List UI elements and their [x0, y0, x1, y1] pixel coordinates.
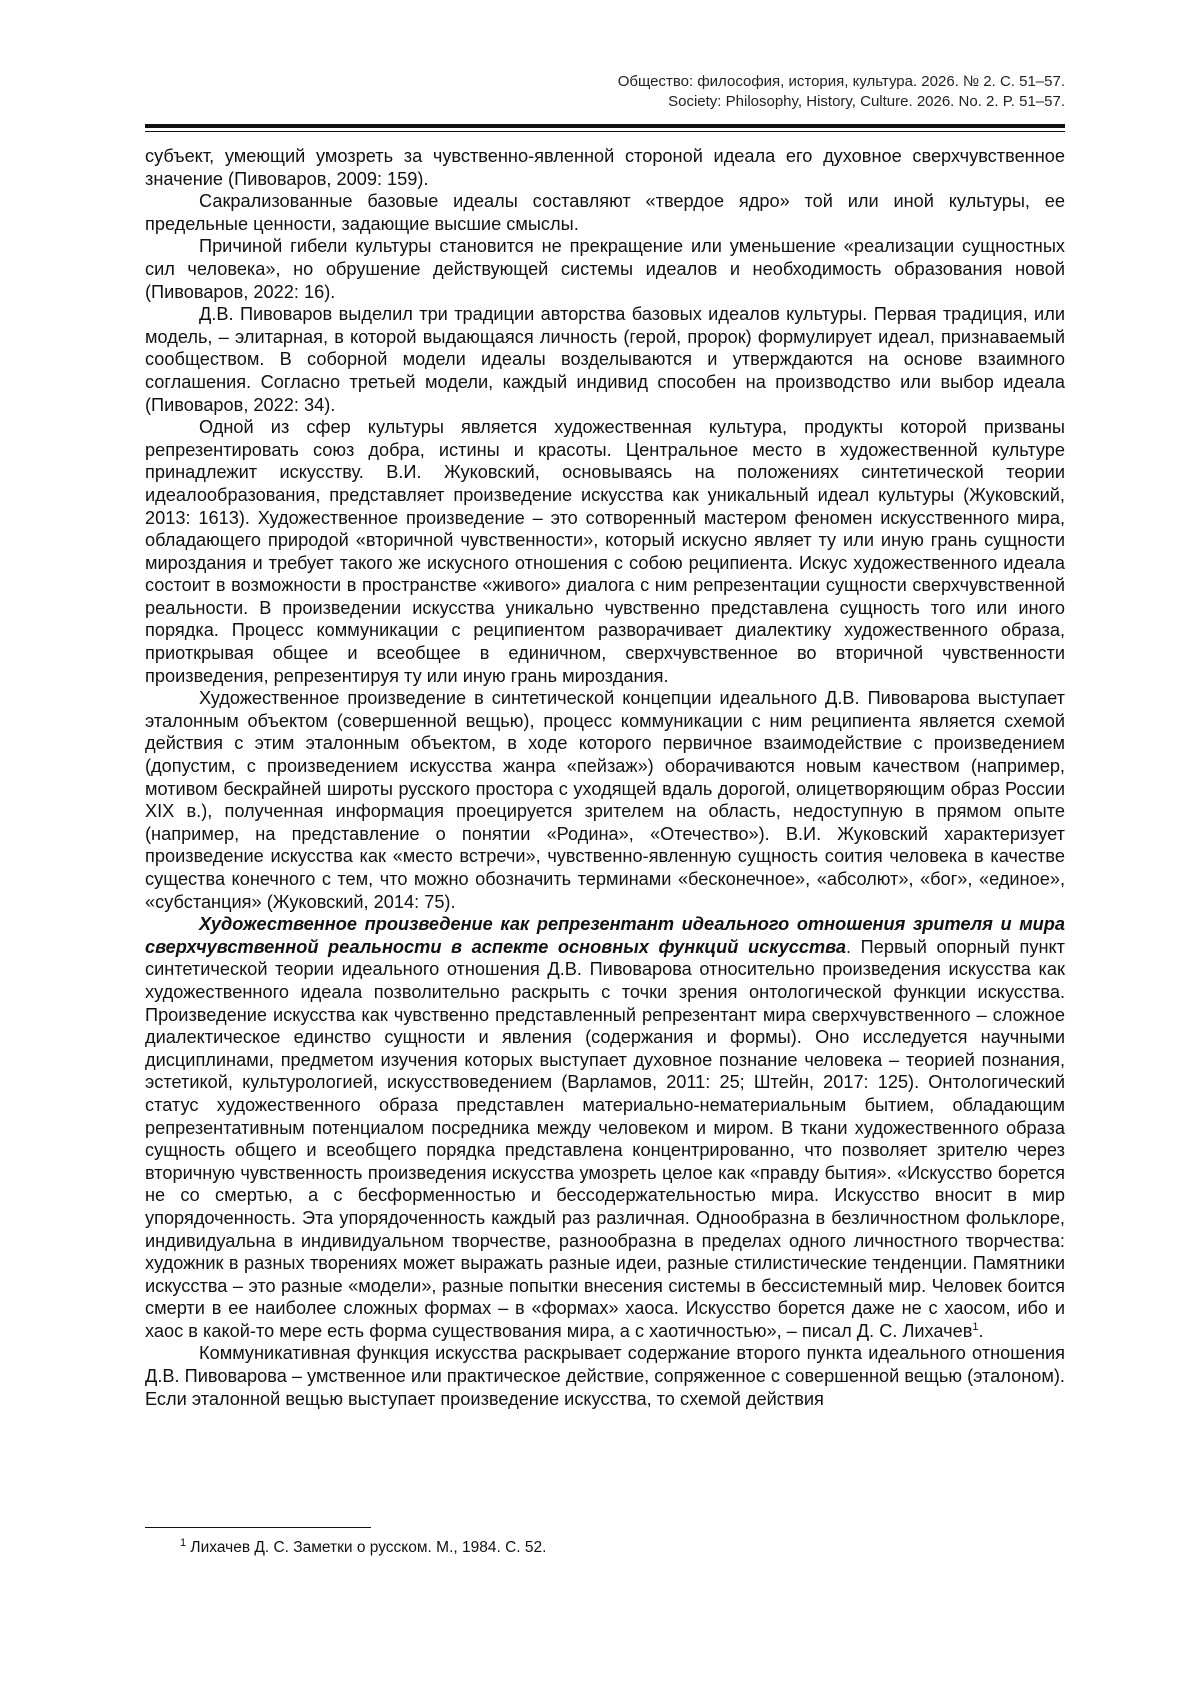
paragraph: Одной из сфер культуры является художественная культура, продукты которой призваны репрезентировать союз добра, истины и красоты. Центральное место в художественной культуре принадлежит искусству. В.И. Жуковский, основываясь на положениях синтетической теории идеалообразования, представляет произведение искусства как уникальный идеал культуры (Жуковский, 2013: 1613). Художественное произведение – это сотворенный мастером феномен искусственного мира, обладающего природой «вторичной чувственности», который искусно являет ту или иную грань сущности мироздания и требует такого же искусного отношения с собою реципиента. Искус художественного идеала состоит в возможности в пространстве «живого» диалога с ним репрезентации сущности сверхчувственной реальности. В произведении искусства уникально чувственно представлена сущность того или иного порядка. Процесс коммуникации с реципиентом разворачивает диалектику художественного образа, приоткрывая общее и всеобщее в единичном, сверхчувственное во вторичной чувственности произведения, репрезентируя ту или иную грань мироздания. [145, 417, 1065, 686]
header-line-en: Society: Philosophy, History, Culture. 2026. No. 2. P. 51–57. [668, 93, 1065, 110]
footnote [180, 1538, 546, 1558]
header-rule-thick [145, 124, 1065, 128]
paragraph: Причиной гибели культуры становится не прекращение или уменьшение «реализации сущностных сил человека», но обрушение действующей системы идеалов и необходимость образования новой (Пивоваров, 2022: 16). [145, 236, 1065, 302]
paragraph: Сакрализованные базовые идеалы составляют «твердое ядро» той или иной культуры, ее предельные ценности, задающие высшие смыслы. [145, 191, 1065, 234]
paragraph: Д.В. Пивоваров выделил три традиции авторства базовых идеалов культуры. Первая традиция, или модель, – элитарная, в которой выдающаяся личность (герой, пророк) формулирует идеал, признаваемый сообществом. В соборной модели идеалы возделываются и утверждаются на основе взаимного соглашения. Согласно третьей модели, каждый индивид способен на производство или выбор идеала (Пивоваров, 2022: 34). [145, 304, 1065, 415]
footnote-reference[interactable]: 1 [972, 1320, 979, 1333]
paragraph-continued: субъект, умеющий умозреть за чувственно-явленной стороной идеала его духовное сверхчувственное значение (Пивоваров, 2009: 159). [145, 146, 1065, 189]
header-rule-thin [145, 131, 1065, 132]
paragraph-text: . Первый опорный пункт синтетической теории идеального отношения Д.В. Пивоварова относительно произведения искусства как художественного идеала позволительно раскрыть с точки зрения онтологической функции искусства. Произведение искусства как чувственно представленный репрезентант мира сверхчувственного – сложное диалектическое единство сущности и явления (содержания и формы). Оно исследуется научными дисциплинами, предметом изучения которых выступает духовное познание человека – теорией познания, эстетикой, культурологией, искусствоведением (Варламов, 2011: 25; Штейн, 2017: 125). Онтологический статус художественного образа представлен материально-нематериальным бытием, обладающим репрезентативным потенциалом посредника между человеком и миром. В ткани художественного образа сущность общего и всеобщего порядка представлена концентрированно, что позволяет зрителю через вторичную чувственность произведения искусства умозреть целое как «правду бытия». «Искусство борется не со смертью, а с бесформенностью и бессодержательностью мира. Искусство вносит в мир упорядоченность. Эта упорядоченность каждый раз различная. Однообразна в безличностном фольклоре, индивидуальна в индивидуальном творчестве, разнообразна в пределах одного личностного творчества: художник в разных творениях может выражать разные идеи, разные стилистические тенденции. Памятники искусства – это разные «модели», разные попытки внесения системы в бессистемный мир. Человек боится смерти в ее наиболее сложных формах – в «формах» хаоса. Искусство борется даже не с хаосом, ибо и хаос в какой-то мере есть форма существования мира, а с хаотичностью», – писал Д. С. Лихачев [145, 936, 1065, 1341]
paragraph: Коммуникативная функция искусства раскрывает содержание второго пункта идеального отношения Д.В. Пивоварова – умственное или практическое действие, сопряженное с совершенной вещью (эталоном). Если эталонной вещью выступает произведение искусства, то схемой действия [145, 1343, 1065, 1409]
running-header [618, 72, 1065, 112]
paragraph-tail: . [978, 1320, 984, 1341]
paragraph: Художественное произведение в синтетической концепции идеального Д.В. Пивоварова выступает эталонным объектом (совершенной вещью), процесс коммуникации с ним реципиента является схемой действия с этим эталонным объектом, в ходе которого первичное взаимодействие с произведением (допустим, с произведением искусства жанра «пейзаж») оборачиваются новым качеством (например, мотивом бескрайней широты русского простора с уходящей вдаль дорогой, олицетворяющим образ России XIX в.), полученная информация проецируется зрителем на область, недоступную в прямом опыте (например, на представление о понятии «Родина», «Отечество»). В.И. Жуковский характеризует произведение искусства как «место встречи», чувственно-явленную сущность соития человека в качестве существа конечного с тем, что можно обозначить терминами «бесконечное», «абсолют», «бог», «единое», «субстанция» (Жуковский, 2014: 75). [145, 688, 1065, 912]
section-heading: Художественное произведение как репрезентант идеального отношения зрителя и мира сверхчувственной реальности в аспекте основных функций искусства [145, 914, 1065, 957]
footnote-rule [145, 1527, 371, 1528]
header-line-ru: Общество: философия, история, культура. 2026. № 2. С. 51–57. [617, 73, 1065, 90]
footnote-mark: 1 [180, 1536, 187, 1549]
footnote-text: Лихачев Д. С. Заметки о русском. М., 1984. С. 52. [186, 1539, 547, 1556]
paragraph-with-heading [145, 913, 1065, 1342]
article-body [145, 145, 1065, 1410]
